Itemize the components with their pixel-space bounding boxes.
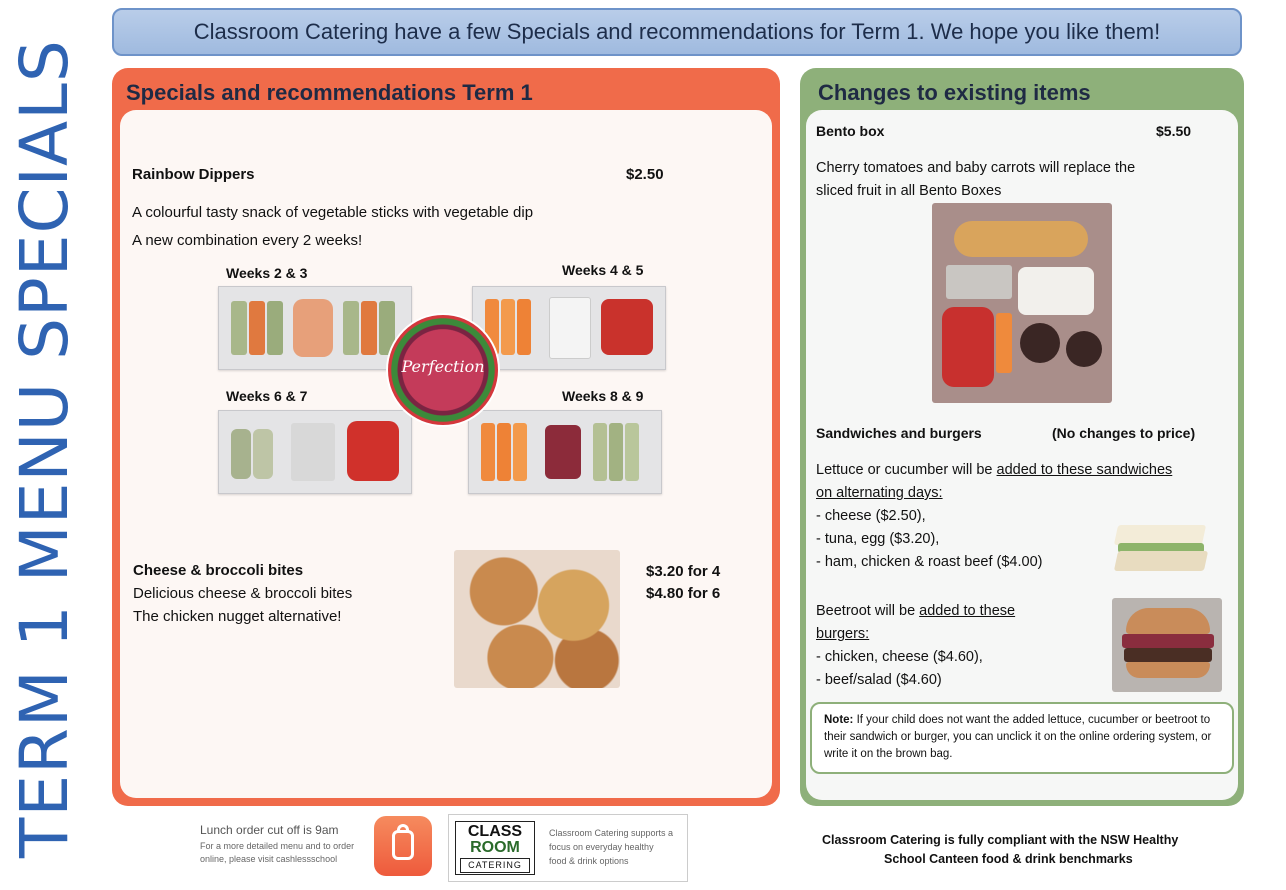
sandwich-photo bbox=[1106, 505, 1214, 587]
logo-class: CLASS bbox=[467, 823, 523, 840]
note-text: If your child does not want the added lettuce, cucumber or beetroot to their sandwich or burger, you can unclick it on the online ordering system, or write it on the brown bag. bbox=[824, 714, 1212, 760]
logo-catering: CATERING bbox=[460, 858, 530, 873]
burgers-line-2: burgers: bbox=[816, 626, 870, 642]
cutoff-small-1: For a more detailed menu and to order bbox=[200, 841, 355, 851]
perfection-badge-text: Perfection bbox=[401, 357, 485, 376]
sandwich-item-2: - tuna, egg ($3.20), bbox=[816, 531, 940, 547]
opt-out-note bbox=[810, 702, 1234, 774]
cheese-bites-desc-1: Delicious cheese & broccoli bites bbox=[133, 585, 353, 602]
rainbow-dippers-desc-1: A colourful tasty snack of vegetable sticks with vegetable dip bbox=[132, 204, 534, 221]
logo-room: ROOM bbox=[470, 839, 520, 856]
side-title: TERM 1 MENU SPECIALS bbox=[6, 39, 83, 858]
sandwiches-line-1 bbox=[816, 459, 1172, 482]
cheese-bites-name: Cheese & broccoli bites bbox=[133, 562, 304, 579]
cutoff-text: Lunch order cut off is 9am bbox=[200, 823, 339, 837]
bento-box-name: Bento box bbox=[816, 123, 885, 139]
burger-photo bbox=[1112, 598, 1222, 692]
compliance-line-1: Classroom Catering is fully compliant with the NSW Healthy bbox=[822, 833, 1179, 847]
cheese-bites-price-6: $4.80 for 6 bbox=[646, 585, 721, 602]
bento-box-desc-2: sliced fruit in all Bento Boxes bbox=[816, 183, 1002, 199]
bento-box-desc-1: Cherry tomatoes and baby carrots will replace the bbox=[816, 160, 1136, 176]
veggie-tray-weeks-6-7 bbox=[218, 410, 412, 494]
weeks-label-1: Weeks 2 & 3 bbox=[226, 265, 308, 281]
weeks-label-2: Weeks 4 & 5 bbox=[562, 262, 644, 278]
rainbow-dippers-desc-2: A new combination every 2 weeks! bbox=[132, 232, 363, 249]
classroom-catering-logo-box bbox=[448, 814, 688, 882]
bento-box-photo bbox=[932, 203, 1112, 403]
sandwich-item-1: - cheese ($2.50), bbox=[816, 508, 926, 524]
cheese-bites-price-4: $3.20 for 4 bbox=[646, 563, 721, 580]
specials-panel-title: Specials and recommendations Term 1 bbox=[126, 80, 533, 105]
burgers-line-1-text: Beetroot will be bbox=[816, 603, 920, 619]
veggie-tray-weeks-4-5 bbox=[472, 286, 666, 370]
supports-line-2: focus on everyday healthy bbox=[549, 842, 654, 852]
classroom-catering-logo bbox=[455, 821, 535, 875]
perfection-badge bbox=[388, 315, 498, 425]
note-label: Note: bbox=[824, 714, 854, 726]
rainbow-dippers-name: Rainbow Dippers bbox=[132, 166, 255, 183]
sandwiches-line-1-underlined: added to these sandwiches bbox=[996, 462, 1173, 478]
weeks-label-3: Weeks 6 & 7 bbox=[226, 388, 308, 404]
burgers-line-1-underlined: added to these bbox=[919, 603, 1016, 619]
changes-panel-title: Changes to existing items bbox=[818, 80, 1091, 105]
supports-line-3: food & drink options bbox=[549, 856, 629, 866]
compliance-line-2: School Canteen food & drink benchmarks bbox=[884, 852, 1133, 866]
burger-item-2: - beef/salad ($4.60) bbox=[816, 672, 942, 688]
sandwiches-line-2: on alternating days: bbox=[816, 485, 943, 501]
veggie-tray-weeks-8-9 bbox=[468, 410, 662, 494]
sandwiches-line-1-text: Lettuce or cucumber will be bbox=[816, 462, 997, 478]
sandwich-item-3: - ham, chicken & roast beef ($4.00) bbox=[816, 554, 1043, 570]
bento-box-price: $5.50 bbox=[1156, 123, 1192, 139]
cheese-bites-desc-2: The chicken nugget alternative! bbox=[133, 608, 342, 625]
rainbow-dippers-price: $2.50 bbox=[626, 166, 664, 183]
weeks-label-4: Weeks 8 & 9 bbox=[562, 388, 644, 404]
veggie-tray-weeks-2-3 bbox=[218, 286, 412, 370]
cheese-broccoli-photo bbox=[454, 550, 620, 688]
sandwiches-heading: Sandwiches and burgers bbox=[816, 425, 982, 441]
lunchbag-app-icon bbox=[374, 816, 432, 876]
cutoff-small-2: online, please visit cashlessschool bbox=[200, 854, 338, 864]
sandwiches-price-note: (No changes to price) bbox=[1052, 425, 1196, 441]
top-banner: Classroom Catering have a few Specials and recommendations for Term 1. We hope you like them! bbox=[112, 8, 1242, 56]
burgers-line-1 bbox=[816, 600, 1015, 623]
burger-item-1: - chicken, cheese ($4.60), bbox=[816, 649, 983, 665]
supports-line-1: Classroom Catering supports a bbox=[549, 828, 674, 838]
